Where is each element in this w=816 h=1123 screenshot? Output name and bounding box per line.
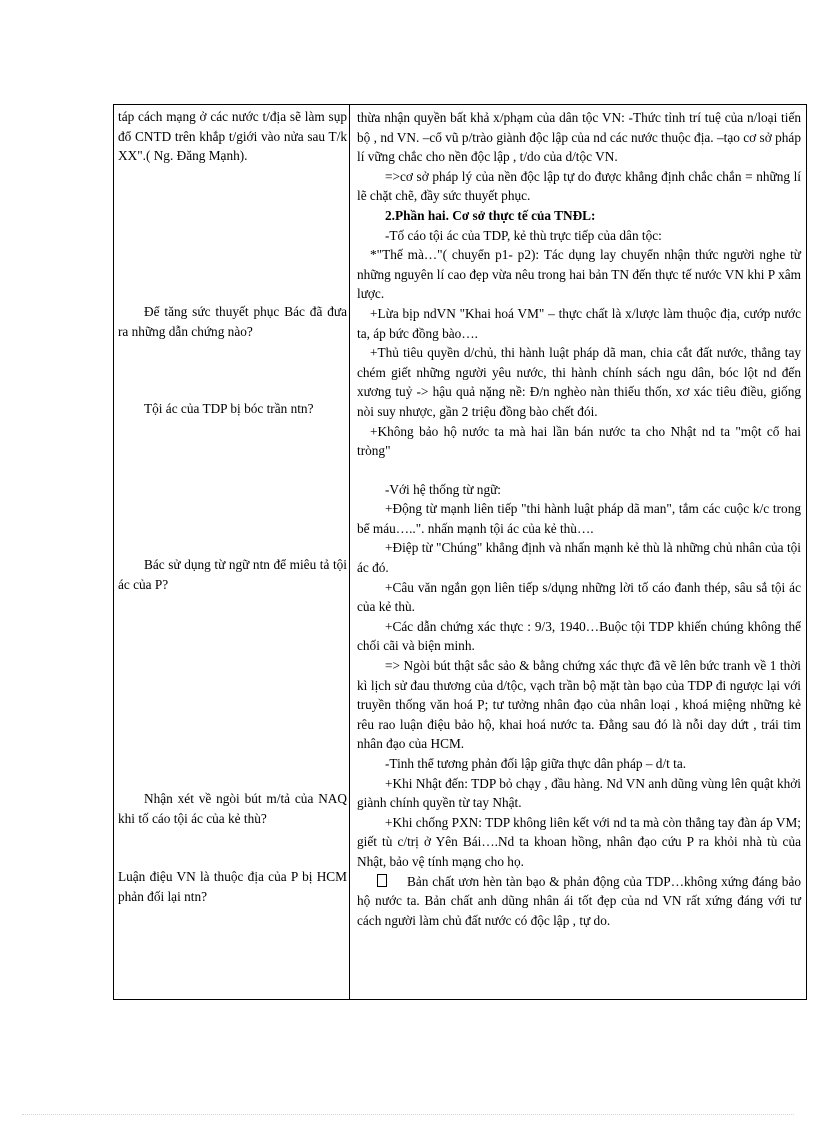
spacer	[357, 461, 801, 480]
answer-paragraph: +Khi Nhật đến: TDP bỏ chạy , đầu hàng. Nd VN anh dũng vùng lên quật khởi giành chính quyền từ tay Nhật.	[357, 775, 801, 811]
question-continuation: táp cách mạng ở các nước t/địa sẽ làm sụp đổ CNTD trên khắp t/giới vào nửa sau T/k XX".( Ng. Đăng Mạnh).	[118, 109, 347, 164]
table-row	[114, 105, 807, 1000]
question-crimes: Tội ác của TDP bị bóc trần ntn?	[144, 401, 314, 416]
conclusion-text: Bản chất ươn hèn tàn bạo & phản động của TDP…không xứng đáng bảo hộ nước ta. Bản chất anh dũng nhân ái tốt đẹp của nd VN rất xứng đáng với tư cách người làm chủ đất nước có độc lập , tự do.	[357, 873, 801, 928]
question-colony-claim: Luận điệu VN là thuộc địa của P bị HCM phản đối lại ntn?	[118, 869, 347, 904]
question-wording: Bác sử dụng từ ngữ ntn để miêu tả tội ác của P?	[118, 557, 347, 592]
answer-paragraph: -Tố cáo tội ác của TDP, kẻ thù trực tiếp của dân tộc:	[385, 227, 662, 243]
answer-paragraph: +Khi chống PXN: TDP không liên kết với nd ta mà còn thẳng tay đàn áp VM; giết tù c/trị ở Yên Bái….Nd ta khoan hồng, nhân đạo cứu P ra khỏi nhà tù của Nhật, bảo vệ tính mạng cho họ.	[357, 814, 801, 869]
answer-paragraph: +Các dẫn chứng xác thực : 9/3, 1940…Buộc tội TDP khiến chúng không thể chối cãi và biện minh.	[357, 618, 801, 654]
answer-column	[350, 105, 807, 1000]
lesson-table	[113, 104, 807, 1000]
answer-paragraph: => Ngòi bút thật sắc sảo & bằng chứng xác thực đã vẽ lên bức tranh về 1 thời kì lịch sử đau thương của d/tộc, vạch trần bộ mặt tàn bạo của TDP đi ngược lại với truyền thống văn hoá P; tư tưởng nhân đạo của nhân loại , khoá miệng những kẻ rêu rao luận điệu bảo hộ, khai hoá nước ta. Đằng sau đó là nỗi day dứt , trái tim nhân đạo của HCM.	[357, 658, 801, 752]
page-bottom-rule	[22, 1114, 794, 1116]
question-pen-style: Nhận xét về ngòi bút m/tả của NAQ khi tố cáo tội ác của kẻ thù?	[118, 791, 347, 826]
answer-paragraph: +Câu văn ngắn gọn liên tiếp s/dụng những lời tố cáo đanh thép, sâu sắ tội ác của kẻ thù.	[357, 579, 801, 615]
answer-paragraph: +Điệp từ "Chúng" khẳng định và nhấn mạnh kẻ thù là những chủ nhân của tội ác đó.	[357, 540, 801, 576]
section-heading: 2.Phần hai. Cơ sở thực tế của TNĐL:	[385, 207, 596, 223]
answer-paragraph: +Không bảo hộ nước ta mà hai lần bán nước ta cho Nhật nd ta "một cổ hai tròng"	[357, 423, 801, 459]
answer-paragraph: thừa nhận quyền bất khả x/phạm của dân tộc VN: -Thức tỉnh trí tuệ của n/loại tiến bộ , nd VN. –cổ vũ p/trào giành độc lập của nd các nước thuộc địa. –tạo cơ sở pháp lí vững chắc cho nền độc lập , t/do của d/tộc VN.	[357, 110, 801, 165]
checkbox-bullet-icon	[377, 874, 387, 887]
answer-paragraph: +Thủ tiêu quyền d/chủ, thi hành luật pháp dã man, chia cắt đất nước, thẳng tay chém giết những người yêu nước, thi hành chính sách ngu dân, bóc lột nd đến xương tuỷ -> hậu quả nặng nề: Đ/n nghèo nàn thiếu thốn, xơ xác tiêu điều, giống nòi suy nhược, gần 2 triệu đồng bào chết đói.	[357, 345, 801, 419]
answer-conclusion	[357, 872, 801, 931]
question-column	[114, 105, 350, 1000]
answer-paragraph: +Động từ mạnh liên tiếp "thi hành luật pháp dã man", tắm các cuộc k/c trong bể máu…..". nhấn mạnh tội ác của kẻ thù….	[357, 501, 801, 536]
answer-paragraph: *"Thế mà…"( chuyển p1- p2): Tác dụng lay chuyển nhận thức người nghe từ những nguyên lí cao đẹp vừa nêu trong hai bản TN đến thực tế nước VN khi P xâm lược.	[357, 247, 801, 302]
answer-paragraph: =>cơ sở pháp lý của nền độc lập tự do được khẳng định chắc chắn = những lí lẽ chặt chẽ, đầy sức thuyết phục.	[357, 168, 801, 204]
question-evidence: Để tăng sức thuyết phục Bác đã đưa ra những dẫn chứng nào?	[118, 304, 347, 339]
answer-paragraph: -Tinh thể tương phản đối lập giữa thực dân pháp – d/t ta.	[385, 756, 687, 771]
answer-paragraph: -Với hệ thống từ ngữ:	[385, 481, 501, 497]
answer-paragraph: +Lừa bịp ndVN "Khai hoá VM" – thực chất là x/lược làm thuộc địa, cướp nước ta, áp bức đồng bào….	[357, 305, 801, 341]
